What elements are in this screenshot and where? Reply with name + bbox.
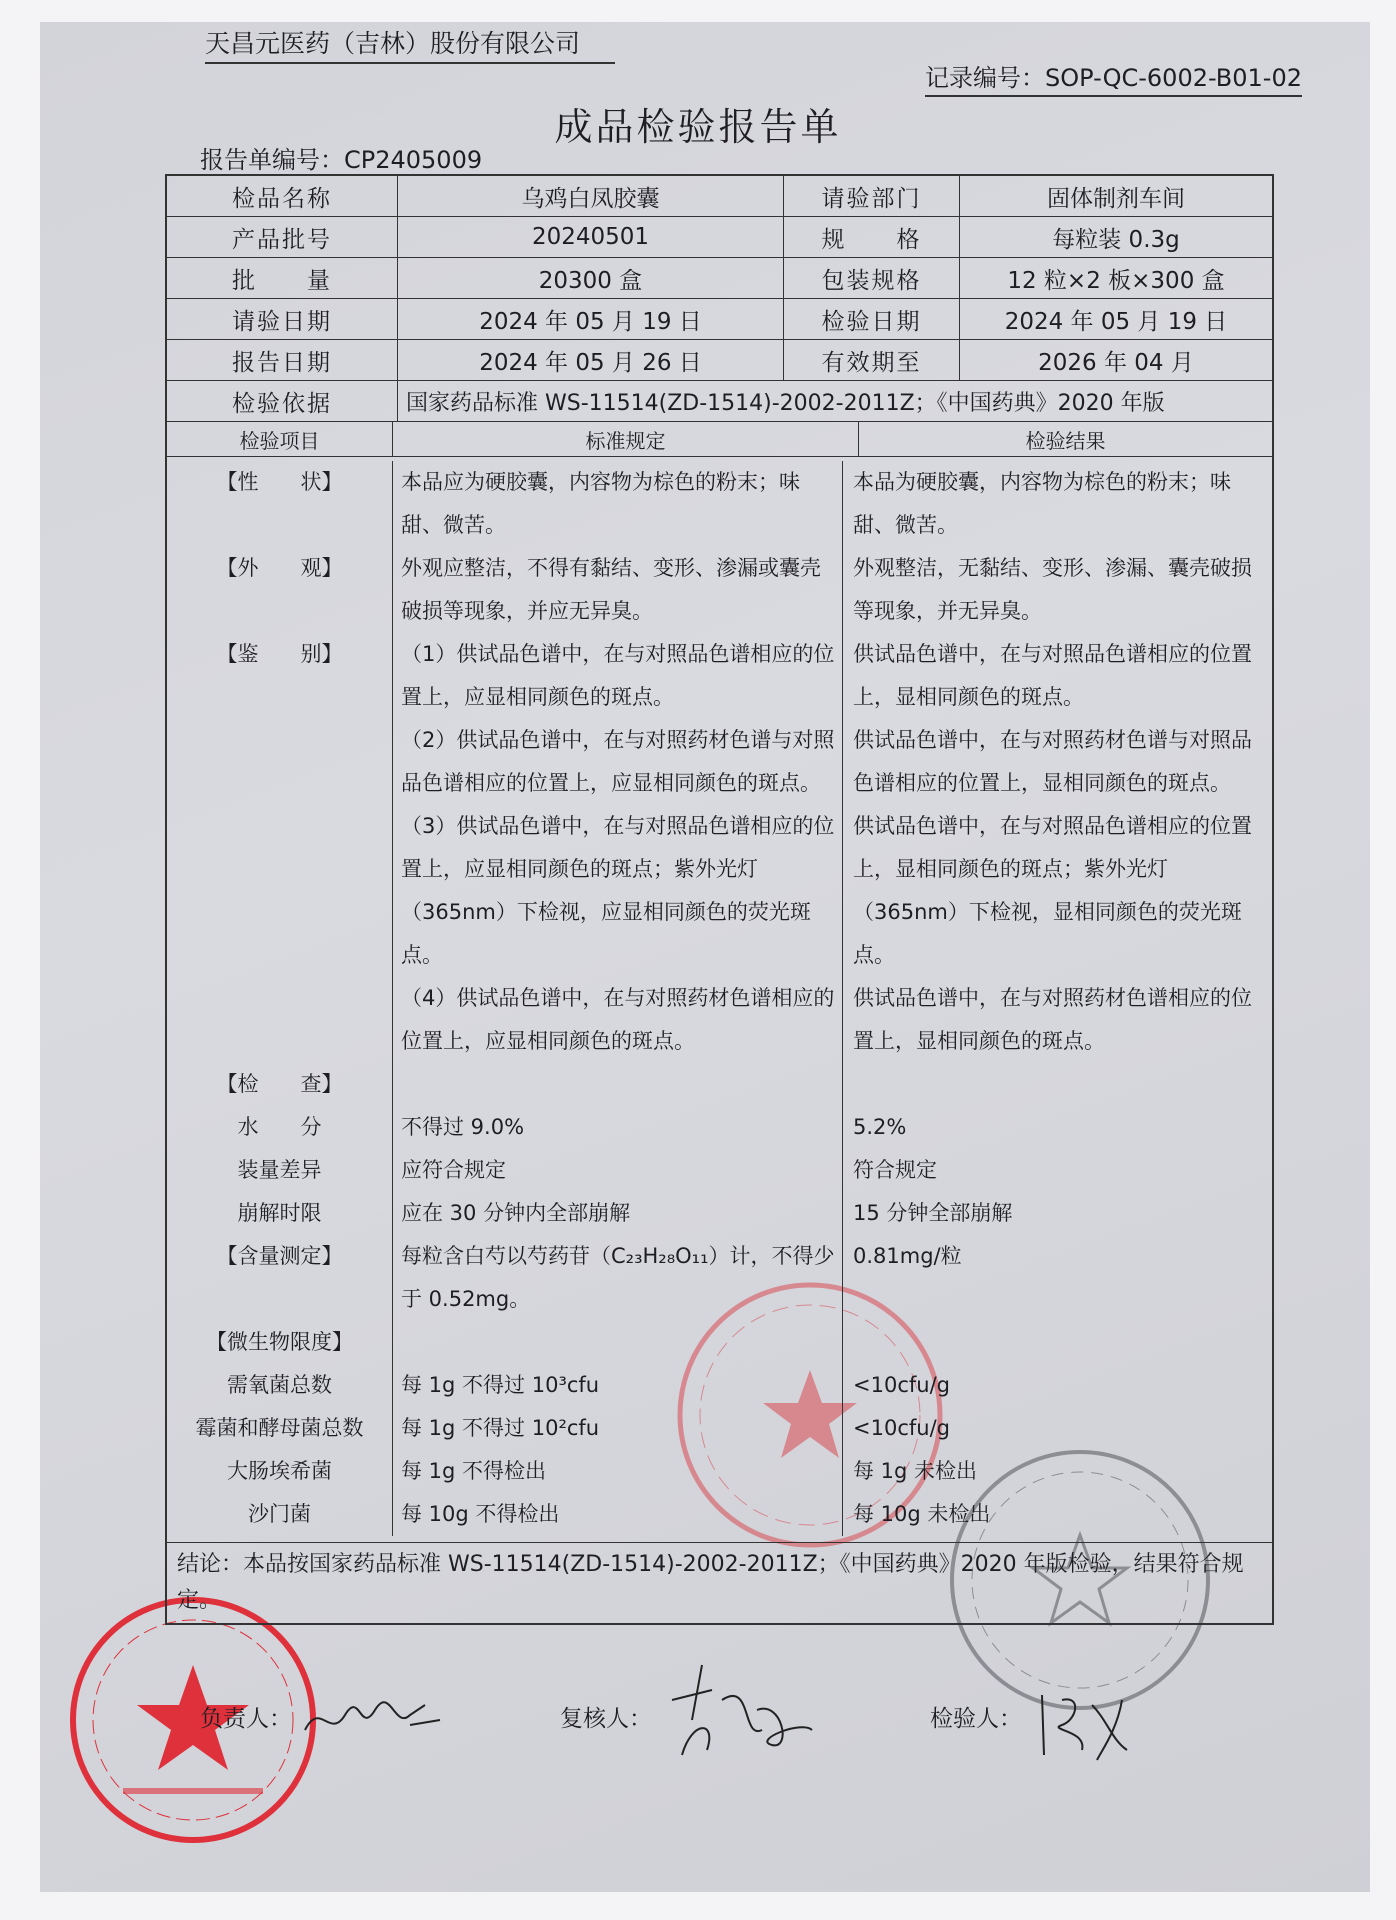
report-table [165, 174, 1274, 1625]
item-label [167, 805, 393, 977]
result-text: 0.81mg/粒 [853, 1244, 962, 1268]
standard-text: （2）供试品色谱中，在与对照药材色谱与对照品色谱相应的位置上，应显相同颜色的斑点。 [393, 719, 843, 805]
standard-text: 应在 30 分钟内全部崩解 [393, 1192, 843, 1235]
standard-text: 每 1g 不得检出 [393, 1450, 843, 1493]
test-item-row [167, 461, 1272, 547]
standard-text: 本品应为硬胶囊，内容物为棕色的粉末；味甜、微苦。 [393, 461, 843, 547]
test-item-row [167, 719, 1272, 805]
result-text: <10cfu/g [853, 1373, 950, 1397]
info-row [167, 299, 1272, 340]
col-header-standard: 标准规定 [393, 422, 859, 456]
col-header-result: 检验结果 [1025, 428, 1106, 453]
result-text: 供试品色谱中，在与对照药材色谱相应的位置上，显相同颜色的斑点。 [853, 986, 1252, 1053]
standard-text: （4）供试品色谱中，在与对照药材色谱相应的位置上，应显相同颜色的斑点。 [393, 977, 843, 1063]
test-item-row [167, 1063, 1272, 1106]
standard-text: 每 1g 不得过 10²cfu [393, 1407, 843, 1450]
label: 规 格 [784, 217, 960, 257]
item-label: 沙门菌 [167, 1493, 393, 1536]
col-header-item: 检验项目 [167, 422, 393, 456]
test-item-row [167, 1192, 1272, 1235]
label: 检验日期 [784, 299, 960, 339]
item-label: 装量差异 [167, 1149, 393, 1192]
report-number: 报告单编号：CP2405009 [200, 146, 483, 174]
item-label: 水 分 [167, 1106, 393, 1149]
item-label: 【含量测定】 [167, 1235, 393, 1321]
result-text [843, 1321, 1272, 1364]
label: 请验日期 [167, 299, 398, 339]
result-text: 供试品色谱中，在与对照品色谱相应的位置上，显相同颜色的斑点。 [853, 642, 1252, 709]
department: 固体制剂车间 [1047, 185, 1185, 212]
responsible-label: 负责人： [200, 1706, 292, 1732]
inspector-signature [1032, 1680, 1152, 1770]
test-item-row [167, 547, 1272, 633]
test-item-row [167, 633, 1272, 719]
test-item-row [167, 1321, 1272, 1364]
item-label: 【检 查】 [167, 1063, 393, 1106]
item-label: 【鉴 别】 [167, 633, 393, 719]
standard-text: 不得过 9.0% [393, 1106, 843, 1149]
document-title: 成品检验报告单 [554, 105, 842, 149]
report-date: 2024 年 05 月 26 日 [398, 340, 784, 380]
label: 批 量 [167, 258, 398, 298]
standard-text [393, 1321, 843, 1364]
batch-number: 20240501 [398, 217, 784, 257]
info-row [167, 258, 1272, 299]
packaging: 12 粒×2 板×300 盒 [1007, 267, 1225, 294]
label: 检品名称 [167, 176, 398, 216]
result-text: 本品为硬胶囊，内容物为棕色的粉末；味甜、微苦。 [853, 470, 1231, 537]
reviewer-signature [662, 1660, 822, 1770]
standard-text: 每 10g 不得检出 [393, 1493, 843, 1536]
expiry-date: 2026 年 04 月 [1038, 349, 1194, 376]
test-item-row [167, 1450, 1272, 1493]
result-text: 供试品色谱中，在与对照品色谱相应的位置上，显相同颜色的斑点；紫外光灯（365nm）下检视，显相同颜色的荧光斑点。 [853, 814, 1252, 967]
standard-text: （3）供试品色谱中，在与对照品色谱相应的位置上，应显相同颜色的斑点；紫外光灯（365nm）下检视，应显相同颜色的荧光斑点。 [393, 805, 843, 977]
item-label: 【外 观】 [167, 547, 393, 633]
standard-text: 外观应整洁，不得有黏结、变形、渗漏或囊壳破损等现象，并应无异臭。 [393, 547, 843, 633]
test-item-row [167, 1493, 1272, 1536]
standard-text: 应符合规定 [393, 1149, 843, 1192]
item-label [167, 719, 393, 805]
result-text: 符合规定 [853, 1158, 937, 1182]
result-text: 外观整洁，无黏结、变形、渗漏、囊壳破损等现象，并无异臭。 [853, 556, 1252, 623]
item-label: 霉菌和酵母菌总数 [167, 1407, 393, 1450]
result-text: <10cfu/g [853, 1416, 950, 1440]
result-text [843, 1063, 1272, 1106]
signature-area [200, 1700, 1300, 1780]
company-name: 天昌元医药（吉林）股份有限公司 [205, 24, 615, 64]
label: 产品批号 [167, 217, 398, 257]
label: 检验依据 [167, 381, 398, 421]
product-name: 乌鸡白凤胶囊 [398, 176, 784, 216]
info-row [167, 381, 1272, 422]
test-item-row [167, 1364, 1272, 1407]
test-date: 2024 年 05 月 19 日 [1004, 308, 1228, 335]
test-item-row [167, 1235, 1272, 1321]
test-item-row [167, 1149, 1272, 1192]
record-number: 记录编号：SOP-QC-6002-B01-02 [925, 58, 1302, 97]
result-text: 每 10g 未检出 [853, 1502, 991, 1526]
standard-text: 每 1g 不得过 10³cfu [393, 1364, 843, 1407]
item-label: 【微生物限度】 [167, 1321, 393, 1364]
test-items [167, 457, 1272, 1543]
info-row [167, 217, 1272, 258]
info-row [167, 340, 1272, 381]
standard-text: （1）供试品色谱中，在与对照品色谱相应的位置上，应显相同颜色的斑点。 [393, 633, 843, 719]
label: 报告日期 [167, 340, 398, 380]
item-label: 需氧菌总数 [167, 1364, 393, 1407]
result-text: 5.2% [853, 1115, 907, 1139]
label: 请验部门 [784, 176, 960, 216]
reviewer-label: 复核人： [560, 1706, 652, 1732]
test-item-row [167, 1407, 1272, 1450]
test-item-row [167, 977, 1272, 1063]
test-item-row [167, 805, 1272, 977]
result-text: 供试品色谱中，在与对照药材色谱与对照品色谱相应的位置上，显相同颜色的斑点。 [853, 728, 1252, 795]
specification: 每粒装 0.3g [1052, 226, 1180, 253]
test-basis: 国家药品标准 WS-11514(ZD-1514)-2002-2011Z；《中国药典》2020 年版 [406, 390, 1165, 416]
result-text: 每 1g 未检出 [853, 1459, 978, 1483]
label: 包装规格 [784, 258, 960, 298]
info-row [167, 176, 1272, 217]
column-header-row [167, 422, 1272, 457]
conclusion: 结论：本品按国家药品标准 WS-11514(ZD-1514)-2002-2011Z；《中国药典》2020 年版检验，结果符合规定。 [177, 1552, 1244, 1613]
responsible-signature [300, 1690, 450, 1750]
item-label: 崩解时限 [167, 1192, 393, 1235]
standard-text: 每粒含白芍以芍药苷（C₂₃H₂₈O₁₁）计，不得少于 0.52mg。 [393, 1235, 843, 1321]
batch-size: 20300 盒 [398, 258, 784, 298]
standard-text [393, 1063, 843, 1106]
result-text: 15 分钟全部崩解 [853, 1201, 1013, 1225]
test-item-row [167, 1106, 1272, 1149]
item-label: 【性 状】 [167, 461, 393, 547]
item-label: 大肠埃希菌 [167, 1450, 393, 1493]
request-date: 2024 年 05 月 19 日 [398, 299, 784, 339]
item-label [167, 977, 393, 1063]
inspector-label: 检验人： [930, 1706, 1022, 1732]
label: 有效期至 [784, 340, 960, 380]
